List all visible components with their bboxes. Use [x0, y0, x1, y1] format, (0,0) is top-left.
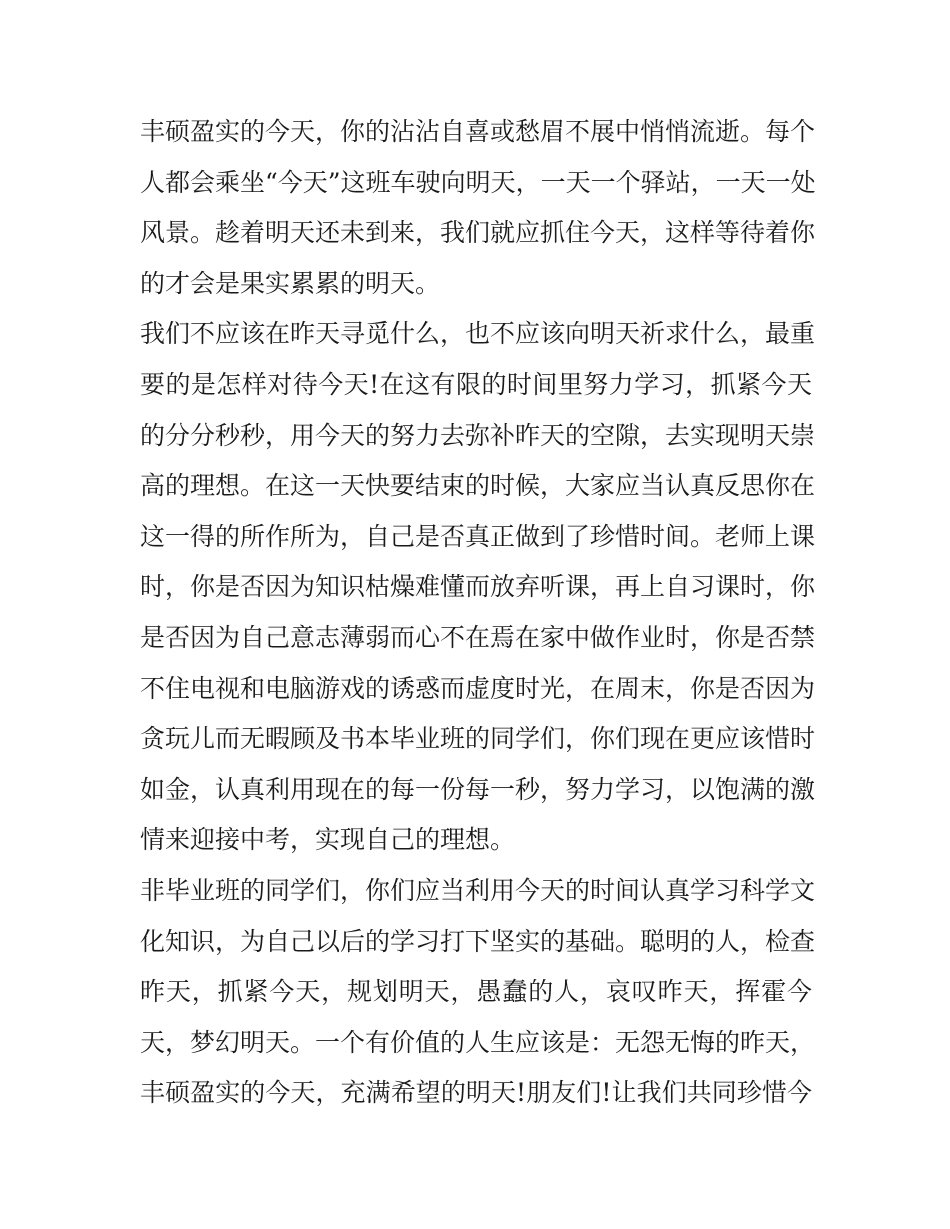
text-line: 的分分秒秒，用今天的努力去弥补昨天的空隙，去实现明天崇 — [140, 420, 816, 450]
document-body — [140, 107, 816, 1119]
text-line: 如金，认真利用现在的每一份每一秒，努力学习，以饱满的激 — [140, 774, 816, 804]
text-line: 风景。趁着明天还未到来，我们就应抓住今天，这样等待着你 — [140, 218, 816, 248]
text-line: 贪玩儿而无暇顾及书本毕业班的同学们，你们现在更应该惜时 — [140, 724, 816, 754]
text-line: 丰硕盈实的今天，你的沾沾自喜或愁眉不展中悄悄流逝。每个 — [140, 117, 816, 146]
text-line: 高的理想。在这一天快要结束的时候，大家应当认真反思你在 — [140, 471, 816, 501]
text-line: 人都会乘坐“今天”这班车驶向明天，一天一个驿站，一天一处 — [140, 167, 816, 197]
text-line: 情来迎接中考，实现自己的理想。 — [140, 825, 516, 855]
text-line: 化知识，为自己以后的学习打下坚实的基础。聪明的人，检查 — [140, 926, 816, 956]
text-line: 非毕业班的同学们，你们应当利用今天的时间认真学习科学文 — [140, 875, 816, 905]
text-line: 要的是怎样对待今天!在这有限的时间里努力学习，抓紧今天 — [140, 369, 812, 399]
text-line: 不住电视和电脑游戏的诱惑而虚度时光，在周末，你是否因为 — [140, 673, 816, 703]
text-line: 丰硕盈实的今天，充满希望的明天!朋友们!让我们共同珍惜今 — [140, 1078, 812, 1108]
text-line: 时，你是否因为知识枯燥难懂而放弃听课，再上自习课时，你 — [140, 572, 816, 602]
text-line: 天，梦幻明天。一个有价值的人生应该是：无怨无悔的昨天， — [140, 1027, 816, 1057]
text-line: 的才会是果实累累的明天。 — [140, 268, 441, 298]
text-line: 我们不应该在昨天寻觅什么，也不应该向明天祈求什么，最重 — [140, 319, 816, 349]
text-line: 这一得的所作所为，自己是否真正做到了珍惜时间。老师上课 — [140, 521, 816, 551]
text-line: 是否因为自己意志薄弱而心不在焉在家中做作业时，你是否禁 — [140, 622, 816, 652]
text-line: 昨天，抓紧今天，规划明天，愚蠢的人，哀叹昨天，挥霍今 — [140, 977, 812, 1007]
